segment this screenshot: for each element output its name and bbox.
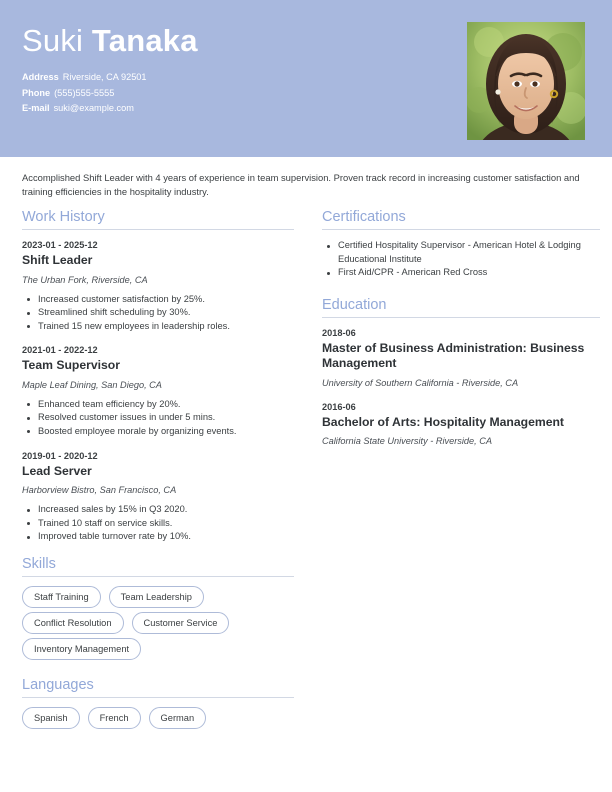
- section-education: [322, 296, 600, 449]
- work-entry-org: Harborview Bistro, San Francisco, CA: [22, 485, 177, 496]
- avatar: [467, 22, 585, 140]
- list-item: Improved table turnover rate by 10%.: [22, 530, 294, 544]
- list-item: Trained 15 new employees in leadership roles.: [22, 320, 294, 334]
- work-entry-date: 2021-01 - 2022-12: [22, 345, 98, 356]
- portrait-photo-icon: [467, 22, 585, 140]
- education-entry-title: Bachelor of Arts: Hospitality Management: [322, 414, 564, 429]
- work-entry: [22, 344, 294, 438]
- contact-value-phone: (555)555-5555: [54, 87, 115, 98]
- work-entry-title: Lead Server: [22, 463, 92, 478]
- language-pill: Spanish: [22, 707, 80, 729]
- left-column: [22, 208, 308, 733]
- list-item: Enhanced team efficiency by 20%.: [22, 398, 294, 412]
- resume-header-banner: [0, 0, 612, 157]
- work-entry: [22, 450, 294, 544]
- list-item: Resolved customer issues in under 5 mins.: [22, 411, 294, 425]
- section-divider: [22, 576, 294, 577]
- section-divider: [22, 229, 294, 230]
- skills-pill-group: [22, 586, 294, 608]
- right-column: [308, 208, 600, 459]
- language-pill: German: [149, 707, 207, 729]
- contact-label-phone: Phone: [22, 87, 51, 98]
- contact-value-address: Riverside, CA 92501: [62, 72, 147, 82]
- professional-summary: Accomplished Shift Leader with 4 years of experience in team supervision. Proven track record in increasing customer satisfaction and training efficiencies in the hospitality industry.: [22, 172, 580, 197]
- skill-pill: Team Leadership: [109, 586, 204, 608]
- work-entry-bullets: [22, 503, 294, 544]
- contact-label-email: E-mail: [22, 103, 50, 113]
- education-entry-date: 2018-06: [322, 327, 356, 338]
- section-languages: [22, 676, 294, 729]
- work-entry-date: 2023-01 - 2025-12: [22, 240, 98, 250]
- given-name: Suki: [22, 23, 92, 58]
- work-entry-date: 2019-01 - 2020-12: [22, 450, 98, 461]
- skills-pill-group: [22, 638, 294, 660]
- education-entry-org: University of Southern California - Riverside, CA: [322, 377, 519, 388]
- skill-pill: Customer Service: [132, 612, 230, 634]
- education-entry-title: Master of Business Administration: Business Management: [322, 340, 585, 371]
- skill-pill: Inventory Management: [22, 638, 141, 660]
- contact-label-address: Address: [22, 72, 59, 82]
- list-item: Boosted employee morale by organizing events.: [22, 425, 294, 439]
- section-skills: [22, 555, 294, 660]
- section-divider: [322, 317, 600, 318]
- spacer: [322, 284, 600, 296]
- work-entry-bullets: [22, 398, 294, 439]
- list-item: Streamlined shift scheduling by 30%.: [22, 306, 294, 320]
- work-entry-title: Team Supervisor: [22, 358, 120, 373]
- education-entry: [322, 401, 600, 449]
- section-title-education: Education: [322, 296, 387, 313]
- education-entry: [322, 327, 600, 390]
- list-item: Trained 10 staff on service skills.: [22, 517, 294, 531]
- skills-pill-group: [22, 612, 294, 634]
- language-pill: French: [88, 707, 141, 729]
- section-title-work-history: Work History: [22, 209, 105, 225]
- education-entry-date: 2016-06: [322, 401, 356, 412]
- spacer: [22, 664, 294, 676]
- languages-pill-group: [22, 707, 294, 729]
- family-name: Tanaka: [91, 23, 198, 58]
- list-item: Increased sales by 15% in Q3 2020.: [22, 503, 294, 517]
- resume-body: [0, 198, 612, 733]
- skill-pill: Staff Training: [22, 586, 101, 608]
- section-certifications: [322, 208, 600, 280]
- work-entry: [22, 239, 294, 333]
- contact-value-email: suki@example.com: [53, 103, 134, 113]
- section-work-history: [22, 208, 294, 544]
- list-item: First Aid/CPR - American Red Cross: [322, 266, 600, 280]
- section-divider: [22, 697, 294, 698]
- certifications-list: [322, 239, 600, 280]
- section-divider: [322, 229, 600, 230]
- section-title-certifications: Certifications: [322, 209, 406, 225]
- work-entry-bullets: [22, 293, 294, 334]
- work-entry-org: The Urban Fork, Riverside, CA: [22, 274, 148, 285]
- list-item: Increased customer satisfaction by 25%.: [22, 293, 294, 307]
- section-title-skills: Skills: [22, 555, 56, 572]
- list-item: Certified Hospitality Supervisor - American Hotel & Lodging Educational Institute: [322, 239, 600, 266]
- work-entry-org: Maple Leaf Dining, San Diego, CA: [22, 379, 162, 390]
- work-entry-title: Shift Leader: [22, 253, 93, 267]
- education-entry-org: California State University - Riverside, CA: [322, 436, 493, 447]
- section-title-languages: Languages: [22, 676, 94, 693]
- skill-pill: Conflict Resolution: [22, 612, 124, 634]
